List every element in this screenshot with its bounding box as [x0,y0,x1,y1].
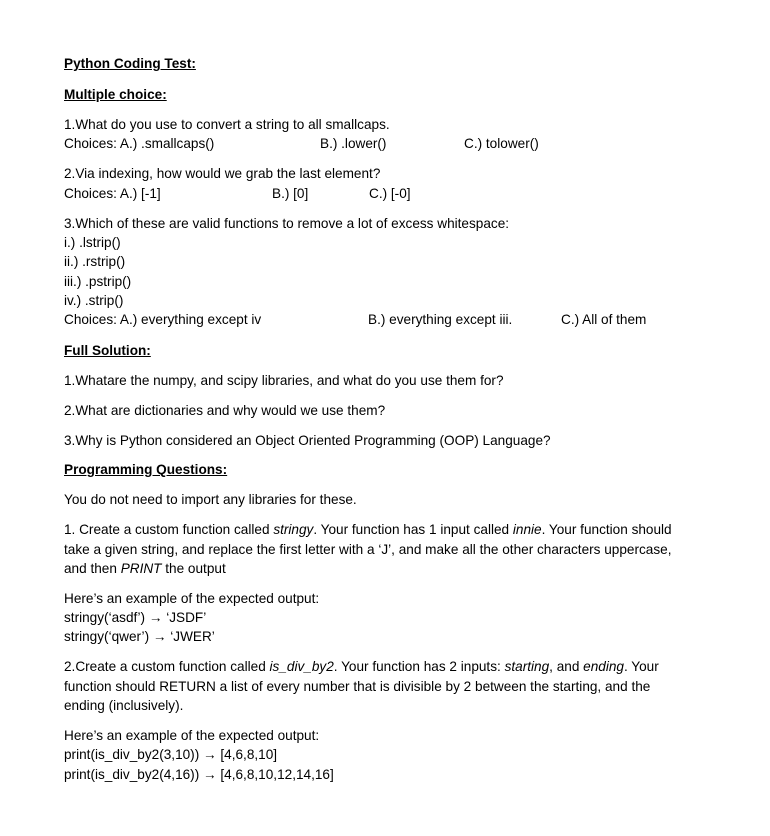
pq-q1-example-heading: Here’s an example of the expected output: [64,591,320,606]
mc-q3-option-ii: ii.) .rstrip() [64,254,126,269]
mc-q3-option-iii: iii.) .pstrip() [64,274,132,289]
choice-b: B.) everything except iii. [368,312,513,327]
text: . Your function should [541,522,672,537]
function-name: stringy [273,522,314,537]
text: the output [161,561,226,576]
choice-a: Choices: A.) [-1] [64,186,161,201]
page-title: Python Coding Test: [64,56,196,71]
pq-q2-example-1: print(is_div_by2(3,10)) → [4,6,8,10] [64,747,278,762]
text: . Your [624,659,659,674]
pq-q2-example-heading: Here’s an example of the expected output: [64,728,320,743]
choice-b: B.) .lower() [320,136,387,151]
text: . Your function has 2 inputs: [333,659,505,674]
pq-question-2-line-2: function should RETURN a list of every number that is divisible by 2 between the starting, and the [64,679,651,694]
choice-c: C.) [-0] [369,186,411,201]
pq-question-2-line-1 [64,658,659,676]
choice-b: B.) [0] [272,186,309,201]
function-name: is_div_by2 [269,659,334,674]
pq-question-1-line-2: take a given string, and replace the first letter with a ‘J’, and make all the other characters uppercase, [64,542,672,557]
input-name: starting [504,659,550,674]
emphasis: PRINT [120,561,162,576]
pq-q2-example-2: print(is_div_by2(4,16)) → [4,6,8,10,12,14,16] [64,767,334,782]
mc-question-3: 3.Which of these are valid functions to remove a lot of excess whitespace: [64,216,510,231]
pq-question-2-line-3: ending (inclusively). [64,698,184,713]
full-solution-heading: Full Solution: [64,343,151,358]
choice-a: Choices: A.) .smallcaps() [64,136,215,151]
text: 1. Create a custom function called [64,522,274,537]
mc-q3-option-i: i.) .lstrip() [64,235,121,250]
text: and then [64,561,121,576]
choice-c: C.) tolower() [464,136,539,151]
mc-question-3-choices [64,311,684,329]
mc-question-1: 1.What do you use to convert a string to all smallcaps. [64,117,390,132]
text: 2.Create a custom function called [64,659,270,674]
mc-q3-option-iv: iv.) .strip() [64,293,124,308]
text: , and [549,659,584,674]
fs-question-2: 2.What are dictionaries and why would we use them? [64,403,386,418]
pq-q1-example-1: stringy(‘asdf’) → ‘JSDF’ [64,610,207,625]
fs-question-3: 3.Why is Python considered an Object Oriented Programming (OOP) Language? [64,433,551,448]
mc-question-2: 2.Via indexing, how would we grab the last element? [64,166,381,181]
choice-c: C.) All of them [561,312,647,327]
pq-question-1-line-3 [64,560,226,578]
input-name: ending [583,659,624,674]
pq-intro: You do not need to import any libraries for these. [64,492,357,507]
pq-question-1-line-1 [64,521,672,539]
mc-question-2-choices [64,185,664,203]
mc-question-1-choices [64,135,664,153]
input-name: innie [512,522,542,537]
fs-question-1: 1.Whatare the numpy, and scipy libraries, and what do you use them for? [64,373,504,388]
multiple-choice-heading: Multiple choice: [64,87,167,102]
choice-a: Choices: A.) everything except iv [64,312,262,327]
programming-questions-heading: Programming Questions: [64,462,228,477]
text: . Your function has 1 input called [313,522,513,537]
pq-q1-example-2: stringy(‘qwer’) → ‘JWER’ [64,629,215,644]
